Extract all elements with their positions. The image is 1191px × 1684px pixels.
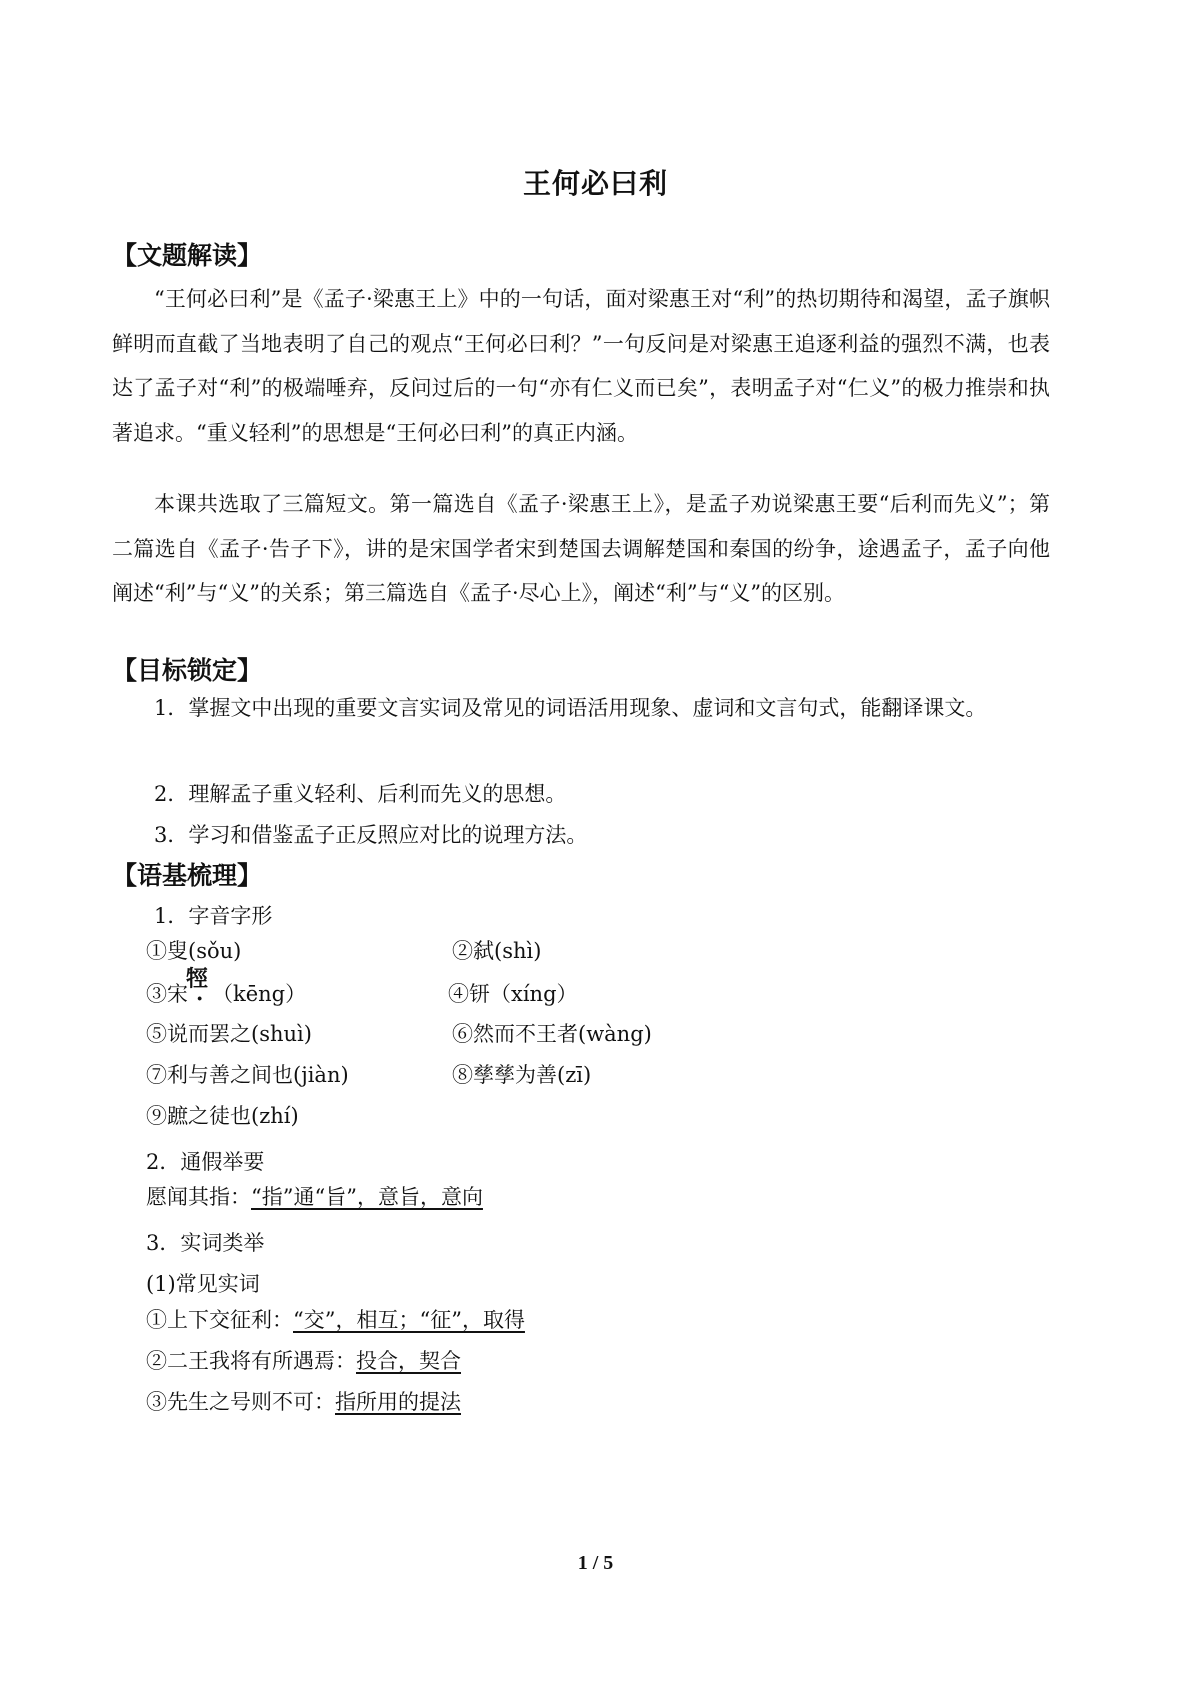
page-number: 1 / 5	[577, 1552, 614, 1574]
subheading-pronunciation: 1．字音字形	[154, 904, 273, 928]
subheading-common-words: (1)常见实词	[146, 1272, 260, 1296]
common-word-2-question: ②二王我将有所遇焉：	[146, 1349, 356, 1373]
pron-item-3-main: ③宋	[146, 982, 188, 1006]
pron-item-2: ②弑(shì)	[452, 939, 542, 963]
pron-item-1: ①叟(sǒu)	[146, 939, 242, 963]
common-word-3-question: ③先生之号则不可：	[146, 1390, 335, 1414]
goal-item-2: 2．理解孟子重义轻利、后利而先义的思想。	[154, 782, 567, 806]
pron-item-3-pinyin: （kēng）	[212, 982, 307, 1006]
pron-item-8: ⑧孳孳为善(zī)	[452, 1063, 592, 1087]
tongjia-question: 愿闻其指：	[146, 1185, 251, 1209]
common-word-1	[146, 1304, 525, 1334]
paragraph-interpretation-1: “王何必曰利”是《孟子·梁惠王上》中的一句话，面对梁惠王对“利”的热切期待和渴望，孟子旗帜鲜明而直截了当地表明了自己的观点“王何必曰利？”一句反问是对梁惠王追逐利益的强烈不满，也表达了孟子对“利”的极端唾弃，反问过后的一句“亦有仁义而已矣”，表明孟子对“仁义”的极力推崇和执著追求。“重义轻利”的思想是“王何必曰利”的真正内涵。	[112, 287, 1050, 445]
common-word-2	[146, 1345, 461, 1375]
pron-item-5: ⑤说而罢之(shuì)	[146, 1022, 312, 1046]
tongjia-item	[146, 1181, 483, 1211]
pron-item-7: ⑦利与善之间也(jiàn)	[146, 1063, 349, 1087]
emphasis-dot: ·	[196, 986, 204, 1011]
common-word-3-answer: 指所用的提法	[335, 1390, 461, 1414]
page-title: 王何必曰利	[522, 167, 668, 200]
tongjia-answer: “指”通“旨”，意旨，意向	[251, 1185, 483, 1209]
pron-item-9: ⑨蹠之徒也(zhí)	[146, 1104, 299, 1128]
pron-item-6: ⑥然而不王者(wàng)	[452, 1022, 652, 1046]
subheading-notional-words: 3．实词类举	[146, 1231, 265, 1255]
section-heading-basics: 【语基梳理】	[112, 861, 263, 890]
subheading-tongjia: 2．通假举要	[146, 1150, 265, 1174]
common-word-1-answer: “交”，相互；“征”，取得	[293, 1308, 525, 1332]
goal-item-3: 3．学习和借鉴孟子正反照应对比的说理方法。	[154, 823, 588, 847]
pron-item-3	[146, 967, 307, 1011]
common-word-1-question: ①上下交征利：	[146, 1308, 293, 1332]
common-word-2-answer: 投合，契合	[356, 1349, 461, 1373]
paragraph-interpretation-2: 本课共选取了三篇短文。第一篇选自《孟子·梁惠王上》，是孟子劝说梁惠王要“后利而先义”；第二篇选自《孟子·告子下》，讲的是宋国学者宋到楚国去调解楚国和秦国的纷争，途遇孟子，孟子向他阐述“利”与“义”的关系；第三篇选自《孟子·尽心上》，阐述“利”与“义”的区别。	[112, 492, 1050, 605]
pron-item-4: ④钘（xíng）	[448, 982, 578, 1006]
pron-item-3-char: 牼	[186, 967, 209, 992]
section-heading-interpretation: 【文题解读】	[112, 241, 263, 270]
goal-item-1: 1．掌握文中出现的重要文言实词及常见的词语活用现象、虚词和文言句式，能翻译课文。	[154, 696, 987, 720]
common-word-3	[146, 1386, 461, 1416]
pron-item-3-char-box	[186, 967, 212, 1011]
section-heading-goals: 【目标锁定】	[112, 656, 263, 685]
